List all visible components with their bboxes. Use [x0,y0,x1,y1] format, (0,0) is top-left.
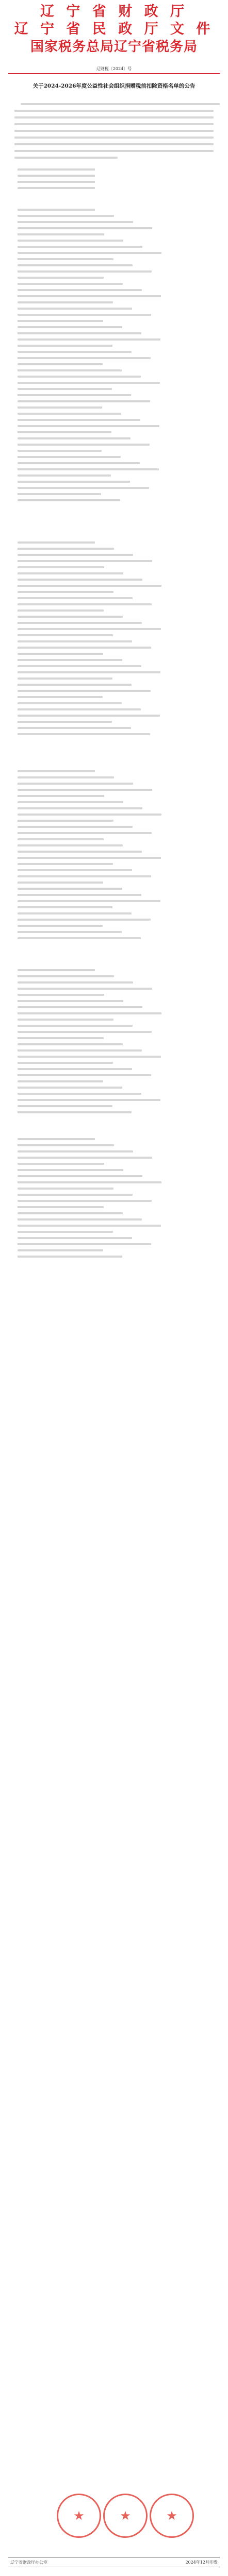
placeholder-text-line [18,1256,122,1258]
official-seal-2 [103,2494,148,2538]
placeholder-text-line [18,1043,123,1045]
placeholder-text-line [18,888,122,890]
placeholder-text-line [18,277,104,279]
placeholder-text-line [18,308,132,310]
document-title: 关于2024-2026年度公益性社会组织捐赠税前扣除资格名单的公告 [32,83,196,89]
placeholder-text-line [18,1037,104,1039]
placeholder-text-line [18,1175,142,1177]
placeholder-text-line [18,221,133,223]
placeholder-text-line [18,499,120,501]
placeholder-text-line [18,994,104,996]
placeholder-text-line [18,227,152,229]
placeholder-text-line [18,937,141,939]
placeholder-text-line [18,295,161,297]
placeholder-text-line [18,240,123,242]
placeholder-text-line [18,1225,161,1227]
placeholder-text-line [18,1138,95,1140]
placeholder-text-line [18,1243,151,1245]
placeholder-text-line [18,851,142,853]
placeholder-text-line [18,181,95,183]
placeholder-text-line [18,369,122,371]
placeholder-text-line [18,628,161,630]
placeholder-text-line [18,264,133,266]
placeholder-text-line [18,1150,133,1153]
placeholder-text-line [18,690,151,692]
placeholder-text-line [18,1000,123,1002]
placeholder-text-line [18,376,141,378]
placeholder-text-line [18,1087,122,1089]
placeholder-text-line [18,326,122,328]
placeholder-text-line [18,289,142,291]
placeholder-text-line [18,969,95,971]
placeholder-text-line [18,814,161,816]
placeholder-text-line [18,1111,132,1113]
placeholder-text-line [18,622,142,624]
placeholder-text-line [18,258,113,260]
placeholder-text-line [18,900,160,902]
placeholder-text-line [18,450,102,452]
placeholder-text-line [18,481,130,483]
placeholder-text-line [18,382,160,384]
placeholder-text-line [18,474,111,477]
placeholder-text-line [18,215,114,217]
placeholder-text-line [18,332,141,334]
placeholder-text-line [18,1144,114,1146]
placeholder-text-line [18,634,113,636]
placeholder-text-line [18,1157,152,1159]
placeholder-text-line [18,832,152,834]
placeholder-text-line [18,338,160,341]
placeholder-text-line [18,168,95,171]
placeholder-text-line [18,345,112,347]
placeholder-text-line [14,123,214,125]
placeholder-text-line [18,462,140,464]
placeholder-text-line [18,419,140,421]
placeholder-text-line [14,137,214,139]
placeholder-text-line [14,157,118,159]
placeholder-text-line [18,727,131,729]
placeholder-text-line [18,869,132,871]
placeholder-text-line [18,783,133,785]
placeholder-text-line [18,912,132,914]
placeholder-text-line [18,857,161,859]
placeholder-text-line [18,406,102,409]
placeholder-text-line [18,585,161,587]
placeholder-text-line [18,388,112,390]
placeholder-text-line [18,270,152,273]
placeholder-text-line [18,609,104,612]
placeholder-text-line [18,863,113,865]
placeholder-text-line [18,1019,113,1021]
placeholder-text-line [18,175,95,177]
placeholder-text-line [18,400,150,402]
placeholder-text-line [18,677,112,680]
placeholder-text-line [18,320,103,322]
placeholder-text-line [18,597,133,599]
placeholder-text-line [18,1200,152,1202]
placeholder-text-line [18,715,160,717]
placeholder-text-line [18,665,141,667]
placeholder-text-line [18,444,150,446]
placeholder-text-line [18,1188,113,1190]
placeholder-text-line [18,1031,152,1033]
placeholder-text-line [14,130,214,132]
placeholder-text-line [18,801,123,803]
placeholder-text-line [18,468,159,470]
placeholder-text-line [18,548,114,550]
placeholder-text-line [18,1194,133,1196]
placeholder-text-line [18,640,132,642]
placeholder-text-line [18,708,141,710]
placeholder-text-line [18,1056,161,1058]
placeholder-text-line [18,702,122,704]
placeholder-text-line [18,789,152,791]
placeholder-text-line [18,560,152,562]
placeholder-text-line [18,820,113,822]
placeholder-text-line [18,1169,123,1171]
placeholder-text-line [18,647,151,649]
placeholder-text-line [18,394,131,396]
placeholder-text-line [18,351,132,353]
placeholder-text-line [18,541,95,544]
placeholder-text-line [14,116,214,118]
placeholder-text-line [18,1099,160,1101]
placeholder-text-line [18,425,159,427]
placeholder-text-line [18,431,111,433]
placeholder-text-line [18,975,114,977]
placeholder-text-line [18,795,104,797]
placeholder-text-line [18,252,161,254]
placeholder-text-line [18,906,112,908]
placeholder-text-line [18,487,149,489]
letterhead-line-2: 辽 宁 省 民 政 厅 文 件 [14,21,214,37]
placeholder-text-line [18,894,141,896]
placeholder-text-line [18,1012,161,1014]
placeholder-text-line [18,616,123,618]
placeholder-text-line [18,1237,132,1239]
placeholder-text-line [18,671,160,673]
document-number: 辽财税〔2024〕号 [96,66,132,71]
placeholder-text-line [18,770,95,772]
placeholder-text-line [18,566,104,568]
placeholder-text-line [18,776,114,778]
placeholder-text-line [18,1231,113,1233]
placeholder-text-line [18,1212,123,1214]
official-seal-1 [57,2494,101,2538]
placeholder-text-line [14,143,214,145]
placeholder-text-line [18,233,104,235]
placeholder-text-line [18,1068,132,1070]
placeholder-text-line [18,1249,103,1251]
placeholder-text-line [18,1163,104,1165]
official-seal-3 [150,2494,194,2538]
placeholder-text-line [18,1025,133,1027]
placeholder-text-line [18,1074,151,1076]
placeholder-text-line [18,826,133,828]
placeholder-text-line [18,603,152,605]
placeholder-text-line [18,1049,142,1052]
placeholder-text-line [18,1105,112,1107]
placeholder-text-line [18,579,142,581]
placeholder-text-line [18,314,151,316]
placeholder-text-line [18,363,103,365]
placeholder-text-line [18,572,123,574]
footer-issuer: 辽宁省财政厅办公室 [10,2560,47,2565]
placeholder-text-line [18,1218,142,1221]
placeholder-text-line [18,721,112,723]
footer-date: 2024年12月印发 [185,2560,218,2565]
placeholder-text-line [18,493,101,495]
placeholder-text-line [18,1093,141,1095]
placeholder-text-line [18,283,123,285]
placeholder-text-line [18,413,121,415]
placeholder-text-line [18,437,131,439]
placeholder-text-line [14,110,214,112]
placeholder-text-line [18,684,132,686]
placeholder-text-line [18,554,133,556]
letterhead-line-1: 辽 宁 省 财 政 厅 [40,4,188,20]
placeholder-text-line [18,875,151,877]
placeholder-text-line [18,456,121,458]
placeholder-text-line [21,103,220,105]
placeholder-text-line [18,988,152,990]
letterhead-line-3: 国家税务总局辽宁省税务局 [30,39,198,55]
placeholder-text-line [14,150,214,152]
placeholder-text-line [18,1206,104,1208]
placeholder-text-line [18,981,133,984]
placeholder-text-line [18,1006,142,1008]
placeholder-text-line [18,653,103,655]
placeholder-text-line [18,931,122,933]
placeholder-text-line [18,925,103,927]
placeholder-text-line [18,882,103,884]
placeholder-text-line [18,696,103,698]
placeholder-text-line [18,187,95,189]
placeholder-text-line [18,807,142,809]
placeholder-text-line [18,1181,161,1183]
placeholder-text-line [18,919,151,921]
placeholder-text-line [18,301,113,303]
placeholder-text-line [18,1080,103,1082]
placeholder-text-line [18,209,95,211]
placeholder-text-line [18,838,104,840]
placeholder-text-line [18,1062,113,1064]
placeholder-text-line [18,659,122,661]
placeholder-text-line [18,357,151,359]
placeholder-text-line [18,844,123,846]
placeholder-text-line [18,733,150,735]
placeholder-text-line [18,246,142,248]
placeholder-text-line [18,591,113,593]
